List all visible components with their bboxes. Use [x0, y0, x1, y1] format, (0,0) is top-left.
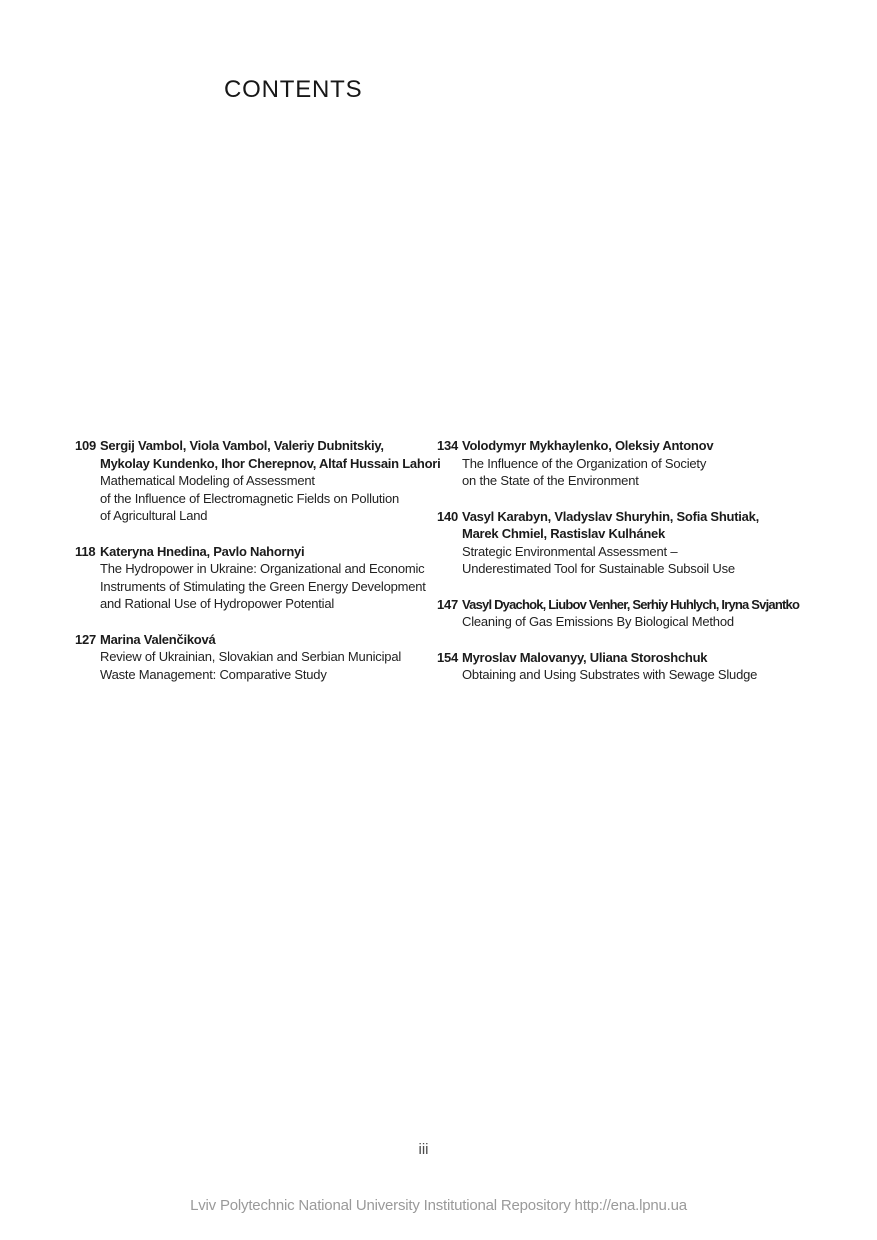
toc-entry-140 [437, 508, 869, 578]
page-title: CONTENTS [224, 76, 363, 103]
repository-footer-text: Lviv Polytechnic National University Institutional Repository http://ena.lpnu.ua [190, 1197, 687, 1214]
entry-body [462, 437, 869, 490]
entry-authors-line: Vasyl Dyachok, Liubov Venher, Serhiy Huhlych, Iryna Svjantko [462, 596, 800, 612]
entry-title-line: Cleaning of Gas Emissions By Biological Method [462, 614, 734, 629]
entry-page-number: 147 [437, 596, 459, 612]
toc-entry-109 [75, 437, 441, 525]
entry-title-line: on the State of the Environment [462, 473, 639, 488]
entry-page-number: 127 [75, 631, 97, 647]
entry-body [100, 437, 441, 525]
toc-column-right [437, 437, 869, 702]
entry-title-line: of the Influence of Electromagnetic Fields on Pollution [100, 490, 400, 506]
entry-title-line: Underestimated Tool for Sustainable Subsoil Use [462, 561, 735, 576]
entry-page-number: 154 [437, 649, 459, 665]
entry-authors-line: Marina Valenčiková [100, 631, 216, 647]
entry-page-number: 118 [75, 543, 96, 559]
entry-authors-line: Mykolay Kundenko, Ihor Cherepnov, Altaf Hussain Lahori [100, 455, 441, 471]
entry-body [462, 596, 869, 631]
entry-title-line: The Influence of the Organization of Society [462, 455, 707, 471]
entry-title-line: Instruments of Stimulating the Green Energy Development [100, 578, 426, 594]
toc-entry-118 [75, 543, 425, 613]
entry-body [462, 649, 869, 684]
entry-title-line: of Agricultural Land [100, 508, 208, 523]
entry-body [100, 631, 425, 684]
entry-title-line: Obtaining and Using Substrates with Sewage Sludge [462, 667, 758, 682]
entry-authors-line: Myroslav Malovanyy, Uliana Storoshchuk [462, 649, 708, 665]
entry-title-line: and Rational Use of Hydropower Potential [100, 596, 335, 611]
entry-page-number: 134 [437, 438, 459, 453]
toc-column-left [75, 437, 441, 701]
entry-authors-line: Marek Chmiel, Rastislav Kulhánek [462, 526, 665, 541]
entry-authors-line: Volodymyr Mykhaylenko, Oleksiy Antonov [462, 438, 714, 453]
folio-page-number: iii [418, 1141, 429, 1158]
entry-title-line: Review of Ukrainian, Slovakian and Serbian Municipal [100, 649, 402, 664]
toc-entry-127 [75, 631, 425, 684]
entry-authors-line: Kateryna Hnedina, Pavlo Nahornyi [100, 543, 305, 559]
entry-title-line: Waste Management: Comparative Study [100, 666, 327, 682]
entry-title-line: Mathematical Modeling of Assessment [100, 473, 315, 488]
entry-page-number: 109 [75, 438, 97, 453]
entry-authors-line: Vasyl Karabyn, Vladyslav Shuryhin, Sofia Shutiak, [462, 508, 759, 524]
entry-authors-line: Sergij Vambol, Viola Vambol, Valeriy Dubnitskiy, [100, 438, 384, 453]
toc-entry-154 [437, 649, 869, 684]
toc-entry-147 [437, 596, 869, 631]
entry-page-number: 140 [437, 508, 459, 524]
entry-body [100, 543, 425, 613]
toc-entry-134 [437, 437, 869, 490]
entry-body [462, 508, 869, 578]
entry-title-line: Strategic Environmental Assessment – [462, 543, 678, 559]
entry-title-line: The Hydropower in Ukraine: Organizational and Economic [100, 561, 425, 576]
